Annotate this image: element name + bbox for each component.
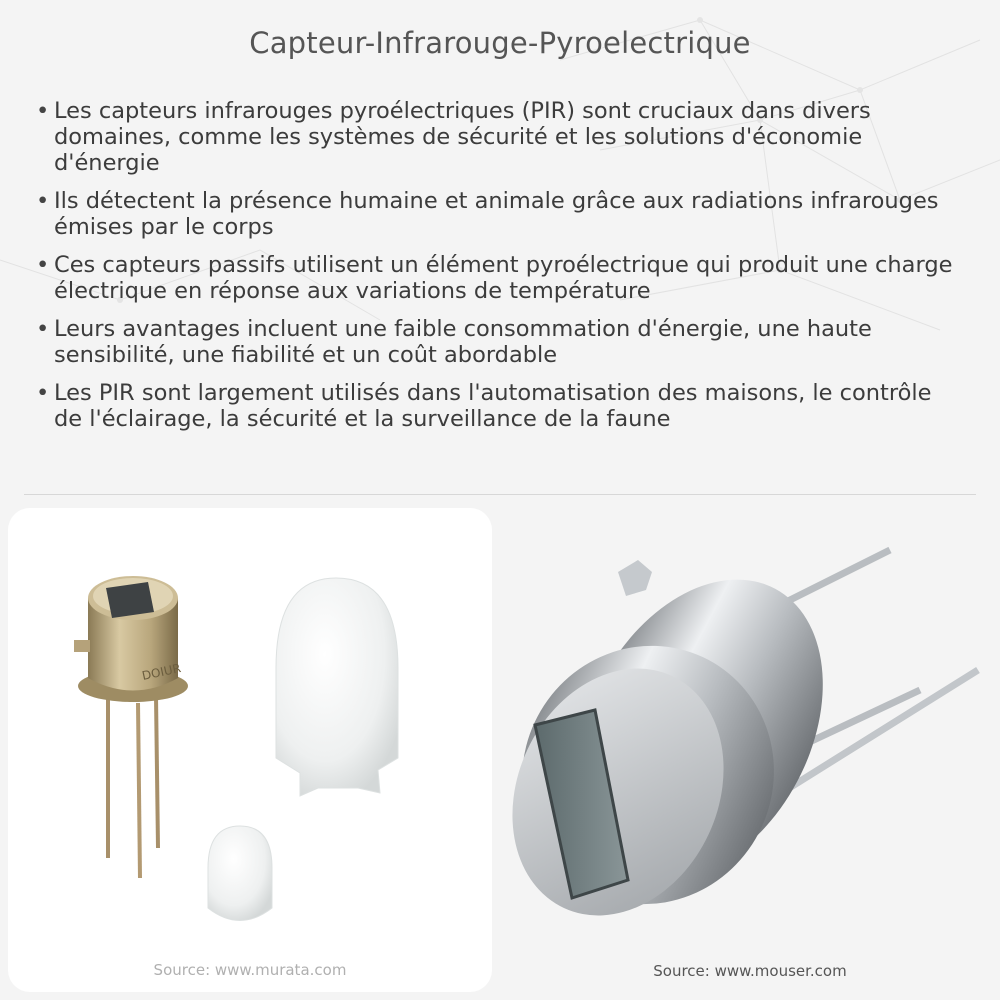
right-image-caption: Source: www.mouser.com — [653, 962, 847, 980]
bullet-item: • Les PIR sont largement utilisés dans l'automatisation des maisons, le contrôle de l'éclairage, la sécurité et la surveillance de la faune — [36, 380, 966, 432]
right-product-image — [500, 520, 1000, 950]
bullet-item: • Les capteurs infrarouges pyroélectriques (PIR) sont cruciaux dans divers domaines, comme les systèmes de sécurité et les solutions d'économie d'énergie — [36, 98, 966, 176]
left-product-image — [8, 508, 492, 958]
bullet-item: • Ils détectent la présence humaine et animale grâce aux radiations infrarouges émises par le corps — [36, 188, 966, 240]
bullet-list — [36, 98, 966, 444]
section-divider — [24, 494, 976, 495]
bullet-item: • Leurs avantages incluent une faible consommation d'énergie, une haute sensibilité, une fiabilité et un coût abordable — [36, 316, 966, 368]
bullet-item: • Ces capteurs passifs utilisent un élément pyroélectrique qui produit une charge électrique en réponse aux variations de température — [36, 252, 966, 304]
sensor-marking: DOIUR — [140, 661, 183, 683]
page-title: Capteur-Infrarouge-Pyroelectrique — [249, 26, 751, 60]
left-image-caption: Source: www.murata.com — [153, 961, 347, 979]
